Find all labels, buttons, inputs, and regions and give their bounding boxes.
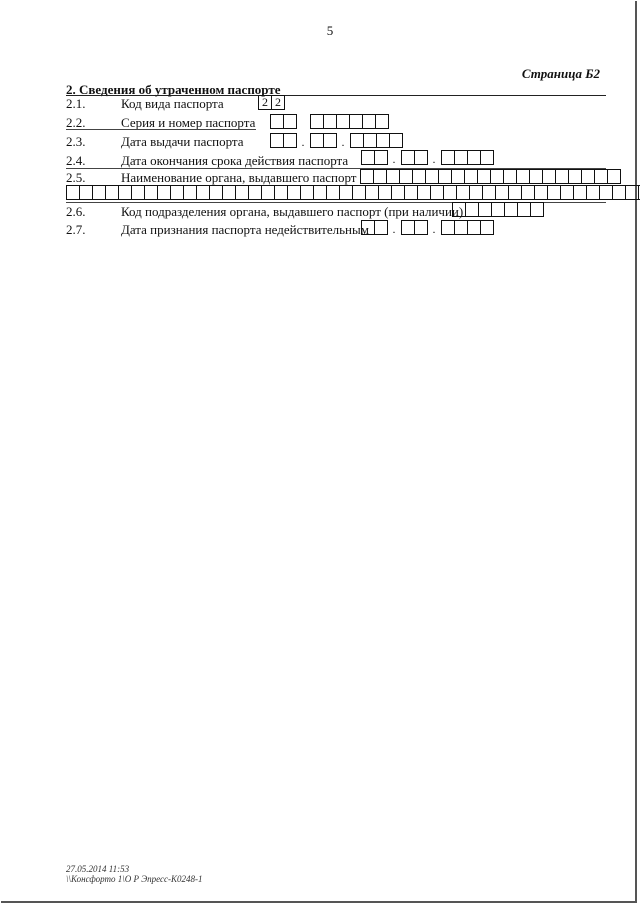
item-label-issuing-authority: Наименование органа, выдавшего паспорт	[121, 170, 357, 185]
char-box[interactable]	[362, 114, 376, 129]
char-box[interactable]	[365, 185, 379, 200]
char-box[interactable]	[326, 185, 340, 200]
char-box[interactable]	[555, 169, 569, 184]
item-label-expiry-date: Дата окончания срока действия паспорта	[121, 153, 349, 168]
char-box[interactable]	[183, 185, 197, 200]
page-number: 5	[326, 23, 334, 38]
item-label-passport-type: Код вида паспорта	[121, 96, 224, 111]
char-box[interactable]	[352, 185, 366, 200]
char-box[interactable]	[401, 150, 415, 165]
char-box[interactable]	[542, 169, 556, 184]
item-number-2-3: 2.3.	[66, 134, 86, 149]
char-box[interactable]	[209, 185, 223, 200]
char-box[interactable]	[612, 185, 626, 200]
char-box[interactable]	[594, 169, 608, 184]
date-separator: .	[301, 135, 305, 149]
char-box[interactable]	[521, 185, 535, 200]
char-box[interactable]	[386, 169, 400, 184]
char-box[interactable]	[414, 220, 428, 235]
passport-type-code-field[interactable]	[258, 95, 284, 110]
char-box[interactable]	[465, 202, 479, 217]
char-box[interactable]	[170, 185, 184, 200]
char-box[interactable]	[441, 220, 455, 235]
char-box[interactable]	[196, 185, 210, 200]
date-separator: .	[392, 222, 396, 236]
char-box[interactable]: 2	[271, 95, 285, 110]
char-box[interactable]	[310, 114, 324, 129]
char-box[interactable]	[389, 133, 403, 148]
char-box[interactable]	[79, 185, 93, 200]
char-box[interactable]	[222, 185, 236, 200]
char-box[interactable]	[375, 114, 389, 129]
char-box[interactable]	[477, 169, 491, 184]
char-box[interactable]	[118, 185, 132, 200]
char-box[interactable]	[235, 185, 249, 200]
char-box[interactable]	[374, 220, 388, 235]
char-box[interactable]	[599, 185, 613, 200]
issue-date-field[interactable]	[270, 133, 402, 148]
passport-series-field[interactable]	[270, 114, 296, 129]
char-box[interactable]	[464, 169, 478, 184]
char-box[interactable]	[300, 185, 314, 200]
char-box[interactable]	[378, 185, 392, 200]
char-box[interactable]	[607, 169, 621, 184]
char-box[interactable]	[451, 169, 465, 184]
char-box[interactable]	[131, 185, 145, 200]
item-label-issue-date: Дата выдачи паспорта	[121, 134, 244, 149]
char-box[interactable]	[283, 114, 297, 129]
char-box[interactable]	[339, 185, 353, 200]
item-number-2-6: 2.6.	[66, 204, 86, 219]
char-box[interactable]	[323, 114, 337, 129]
char-box[interactable]	[480, 150, 494, 165]
char-box[interactable]	[261, 185, 275, 200]
char-box[interactable]	[560, 185, 574, 200]
char-box[interactable]	[625, 185, 639, 200]
char-box[interactable]	[480, 220, 494, 235]
char-box[interactable]	[568, 169, 582, 184]
char-box[interactable]	[469, 185, 483, 200]
char-box[interactable]	[529, 169, 543, 184]
page-label: Страница Б2	[521, 66, 600, 81]
char-box[interactable]	[503, 169, 517, 184]
char-box[interactable]	[336, 114, 350, 129]
char-box[interactable]	[360, 169, 374, 184]
char-box[interactable]	[391, 185, 405, 200]
date-separator: .	[432, 222, 436, 236]
char-box[interactable]	[399, 169, 413, 184]
authority-name-field-line-2[interactable]	[66, 185, 640, 200]
char-box[interactable]	[270, 114, 284, 129]
char-box[interactable]	[454, 220, 468, 235]
char-box[interactable]	[157, 185, 171, 200]
date-separator: .	[392, 152, 396, 166]
char-box[interactable]	[430, 185, 444, 200]
char-box[interactable]	[274, 185, 288, 200]
char-box[interactable]	[454, 150, 468, 165]
char-box[interactable]	[478, 202, 492, 217]
char-box[interactable]	[270, 133, 284, 148]
footer-file-path: \\Консфорто 1\О Р Эпресс-К0248-1	[66, 874, 203, 884]
char-box[interactable]	[573, 185, 587, 200]
char-box[interactable]	[441, 150, 455, 165]
char-box[interactable]	[287, 185, 301, 200]
char-box[interactable]	[350, 133, 364, 148]
char-box[interactable]	[517, 202, 531, 217]
char-box[interactable]	[516, 169, 530, 184]
item-label-division-code: Код подразделения органа, выдавшего паспорт (при наличии)	[121, 204, 464, 219]
char-box[interactable]	[467, 150, 481, 165]
char-box[interactable]	[495, 185, 509, 200]
char-box[interactable]	[310, 133, 324, 148]
item-number-2-5: 2.5.	[66, 170, 86, 185]
char-box[interactable]: 2	[258, 95, 272, 110]
char-box[interactable]	[530, 202, 544, 217]
char-box[interactable]	[467, 220, 481, 235]
char-box[interactable]	[373, 169, 387, 184]
char-box[interactable]	[376, 133, 390, 148]
char-box[interactable]	[349, 114, 363, 129]
char-box[interactable]	[452, 202, 466, 217]
invalidation-date-field[interactable]	[361, 220, 493, 235]
char-box[interactable]	[586, 185, 600, 200]
char-box[interactable]	[374, 150, 388, 165]
date-separator: .	[432, 152, 436, 166]
char-box[interactable]	[361, 150, 375, 165]
char-box[interactable]	[92, 185, 106, 200]
char-box[interactable]	[105, 185, 119, 200]
item-number-2-2: 2.2.	[66, 115, 86, 130]
footer-timestamp: 27.05.2014 11:53	[66, 864, 130, 874]
char-box[interactable]	[456, 185, 470, 200]
expiry-date-field[interactable]	[361, 150, 493, 165]
item-number-2-1: 2.1.	[66, 96, 86, 111]
char-box[interactable]	[425, 169, 439, 184]
char-box[interactable]	[547, 185, 561, 200]
passport-number-field[interactable]	[310, 114, 388, 129]
char-box[interactable]	[534, 185, 548, 200]
char-box[interactable]	[361, 220, 375, 235]
char-box[interactable]	[404, 185, 418, 200]
item-label-invalidation-date: Дата признания паспорта недействительным	[121, 222, 369, 237]
date-separator: .	[341, 135, 345, 149]
char-box[interactable]	[414, 150, 428, 165]
char-box[interactable]	[313, 185, 327, 200]
item-number-2-7: 2.7.	[66, 222, 86, 237]
division-code-field[interactable]	[452, 202, 543, 217]
item-number-2-4: 2.4.	[66, 153, 86, 168]
char-box[interactable]	[438, 169, 452, 184]
char-box[interactable]	[491, 202, 505, 217]
char-box[interactable]	[323, 133, 337, 148]
char-box[interactable]	[248, 185, 262, 200]
char-box[interactable]	[443, 185, 457, 200]
char-box[interactable]	[401, 220, 415, 235]
authority-name-field-line-1[interactable]	[360, 169, 620, 184]
char-box[interactable]	[283, 133, 297, 148]
char-box[interactable]	[504, 202, 518, 217]
char-box[interactable]	[66, 185, 80, 200]
char-box[interactable]	[490, 169, 504, 184]
char-box[interactable]	[363, 133, 377, 148]
row-rule	[66, 129, 256, 130]
section-title: 2. Сведения об утраченном паспорте	[66, 82, 281, 97]
item-label-series-number: Серия и номер паспорта	[121, 115, 256, 130]
char-box[interactable]	[144, 185, 158, 200]
char-box[interactable]	[417, 185, 431, 200]
char-box[interactable]	[508, 185, 522, 200]
char-box[interactable]	[482, 185, 496, 200]
char-box[interactable]	[581, 169, 595, 184]
char-box[interactable]	[412, 169, 426, 184]
